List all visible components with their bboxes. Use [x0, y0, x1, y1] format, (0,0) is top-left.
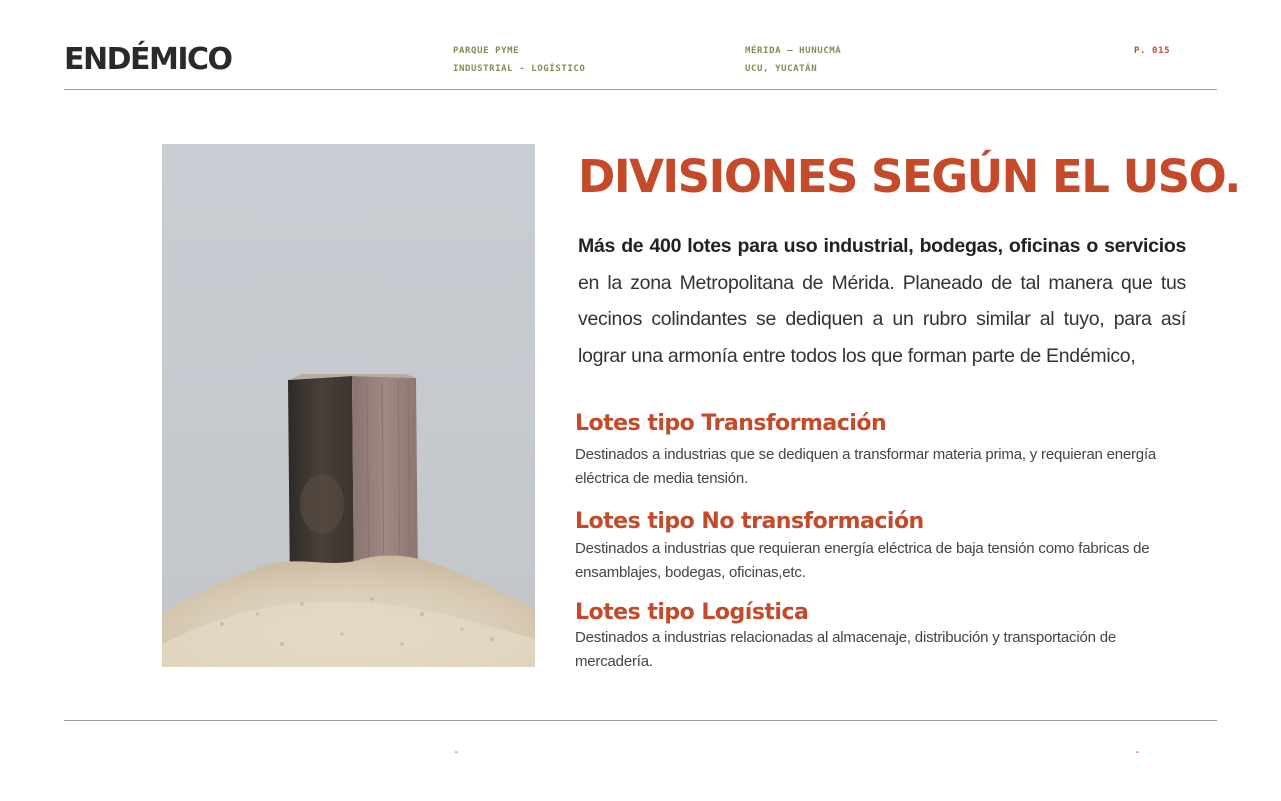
lot-title-logistica: Lotes tipo Logística [575, 600, 809, 625]
footer-mark-right: - [1134, 745, 1141, 758]
lot-description-transformacion: Destinados a industrias que se dediquen a transformar materia prima, y requieran energía eléctrica de media tensión. [575, 446, 1157, 487]
project-line-2: INDUSTRIAL - LOGÍSTICO [453, 64, 586, 74]
header-divider [64, 89, 1217, 90]
page-headline: DIVISIONES SEGÚN EL USO. [578, 150, 1240, 203]
lot-title-no-transformacion: Lotes tipo No transformación [575, 509, 924, 534]
location-line-2: UCU, YUCATÁN [745, 64, 818, 74]
intro-rest-text: en la zona Metropolitana de Mérida. Planeado de tal manera que tus vecinos colindantes se dediquen a un rubro similar al tuyo, para así lograr una armonía entre todos los que forman parte de Endémico, [578, 271, 1186, 367]
lot-description-logistica: Destinados a industrias relacionadas al almacenaje, distribución y transportación de mercadería. [575, 629, 1117, 670]
location-line-1: MÉRIDA — HUNUCMÁ [745, 46, 842, 56]
brand-logo: ENDÉMICO [64, 42, 232, 77]
page-number: P. 015 [1134, 46, 1171, 56]
lot-description-no-transformacion: Destinados a industrias que requieran energía eléctrica de baja tensión como fabricas de ensamblajes, bodegas, oficinas,etc. [575, 540, 1150, 581]
footer-mark-left: - [453, 745, 460, 758]
wood-block-photo [162, 144, 535, 667]
intro-bold-text: Más de 400 lotes para uso industrial, bodegas, oficinas o servicios [578, 235, 1186, 257]
intro-paragraph [578, 228, 1186, 374]
lot-title-transformacion: Lotes tipo Transformación [575, 411, 887, 436]
location-label [745, 42, 841, 78]
project-line-1: PARQUE PYME [453, 46, 520, 56]
project-label [453, 42, 585, 78]
footer-divider [64, 720, 1217, 721]
